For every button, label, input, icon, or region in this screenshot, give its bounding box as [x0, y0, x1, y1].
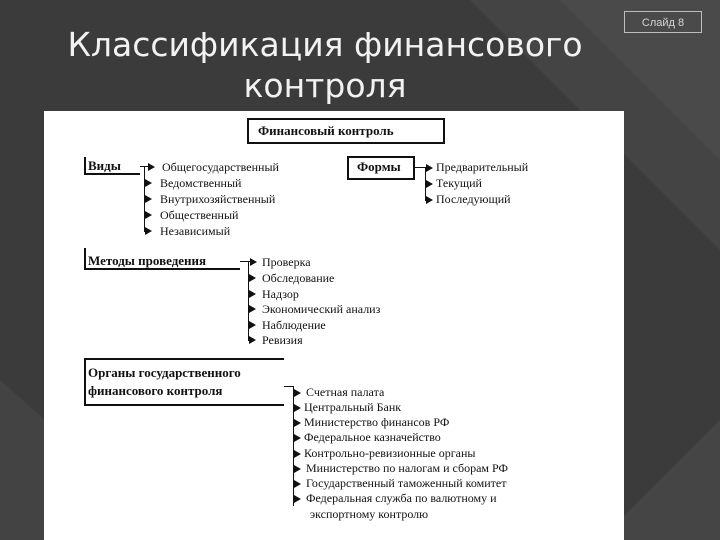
arrow-icon	[145, 211, 152, 219]
types-item: Общегосударственный	[162, 160, 279, 174]
arrow-icon	[249, 336, 256, 344]
bodies-item: Федеральная служба по валютному и	[306, 491, 497, 505]
methods-header: Методы проведения	[88, 253, 207, 268]
arrow-icon	[294, 495, 301, 503]
forms-item: Предварительный	[436, 160, 529, 174]
root-label: Финансовый контроль	[258, 123, 394, 138]
bodies-item: Счетная палата	[306, 385, 385, 399]
methods-rule	[84, 248, 86, 270]
arrow-icon	[294, 434, 301, 442]
slide-title-line-2: контроля	[243, 66, 407, 105]
types-item: Независимый	[160, 224, 231, 238]
arrow-icon	[148, 163, 155, 171]
bodies-bottom-rule	[84, 404, 284, 406]
arrow-icon	[250, 258, 257, 266]
forms-header: Формы	[357, 159, 401, 174]
methods-item: Проверка	[262, 255, 311, 269]
bodies-item: Министерство по налогам и сборам РФ	[306, 461, 508, 475]
forms-item: Последующий	[436, 192, 511, 206]
bodies-item: Министерство финансов РФ	[304, 415, 450, 429]
types-header: Виды	[88, 158, 121, 173]
types-item: Общественный	[160, 208, 239, 222]
methods-item: Ревизия	[262, 333, 303, 347]
arrow-icon	[426, 196, 433, 204]
types-item: Внутрихозяйственный	[160, 192, 276, 206]
methods-item: Надзор	[262, 287, 299, 301]
arrow-icon	[145, 179, 152, 187]
methods-item: Обследование	[262, 271, 335, 285]
classification-diagram	[44, 111, 624, 540]
slide-title-line-1: Классификация финансового	[67, 25, 583, 64]
arrow-icon	[249, 274, 256, 282]
slide-title	[40, 24, 610, 106]
bodies-top-rule	[84, 358, 284, 360]
methods-item: Экономический анализ	[262, 302, 381, 316]
bodies-item: Центральный Банк	[304, 400, 402, 414]
bodies-header-line-1: Органы государственного	[88, 365, 241, 380]
bodies-left-rule	[84, 358, 86, 406]
arrow-icon	[294, 480, 301, 488]
types-left-rule	[84, 157, 86, 175]
bodies-item: экспортному контролю	[310, 507, 429, 521]
methods-underline	[84, 268, 240, 270]
bodies-item: Государственный таможенный комитет	[306, 476, 507, 490]
arrow-icon	[145, 195, 152, 203]
arrow-icon	[294, 450, 301, 458]
arrow-icon	[294, 419, 301, 427]
arrow-icon	[249, 290, 256, 298]
forms-branch-h	[415, 167, 425, 168]
bodies-item: Контрольно-ревизионные органы	[304, 446, 476, 460]
methods-branch-v	[248, 261, 249, 341]
arrow-icon	[294, 404, 301, 412]
arrow-icon	[249, 321, 256, 329]
bodies-item: Федеральное казначейство	[304, 430, 441, 444]
arrow-icon	[426, 164, 433, 172]
bodies-header-line-2: финансового контроля	[88, 383, 223, 398]
arrow-icon	[249, 305, 256, 313]
methods-item: Наблюдение	[262, 318, 326, 332]
forms-item: Текущий	[436, 176, 482, 190]
arrow-icon	[294, 389, 301, 397]
arrow-icon	[294, 465, 301, 473]
types-underline	[84, 173, 140, 175]
slide-number-badge: Слайд 8	[624, 11, 702, 33]
types-item: Ведомственный	[160, 176, 242, 190]
arrow-icon	[426, 180, 433, 188]
arrow-icon	[145, 227, 152, 235]
